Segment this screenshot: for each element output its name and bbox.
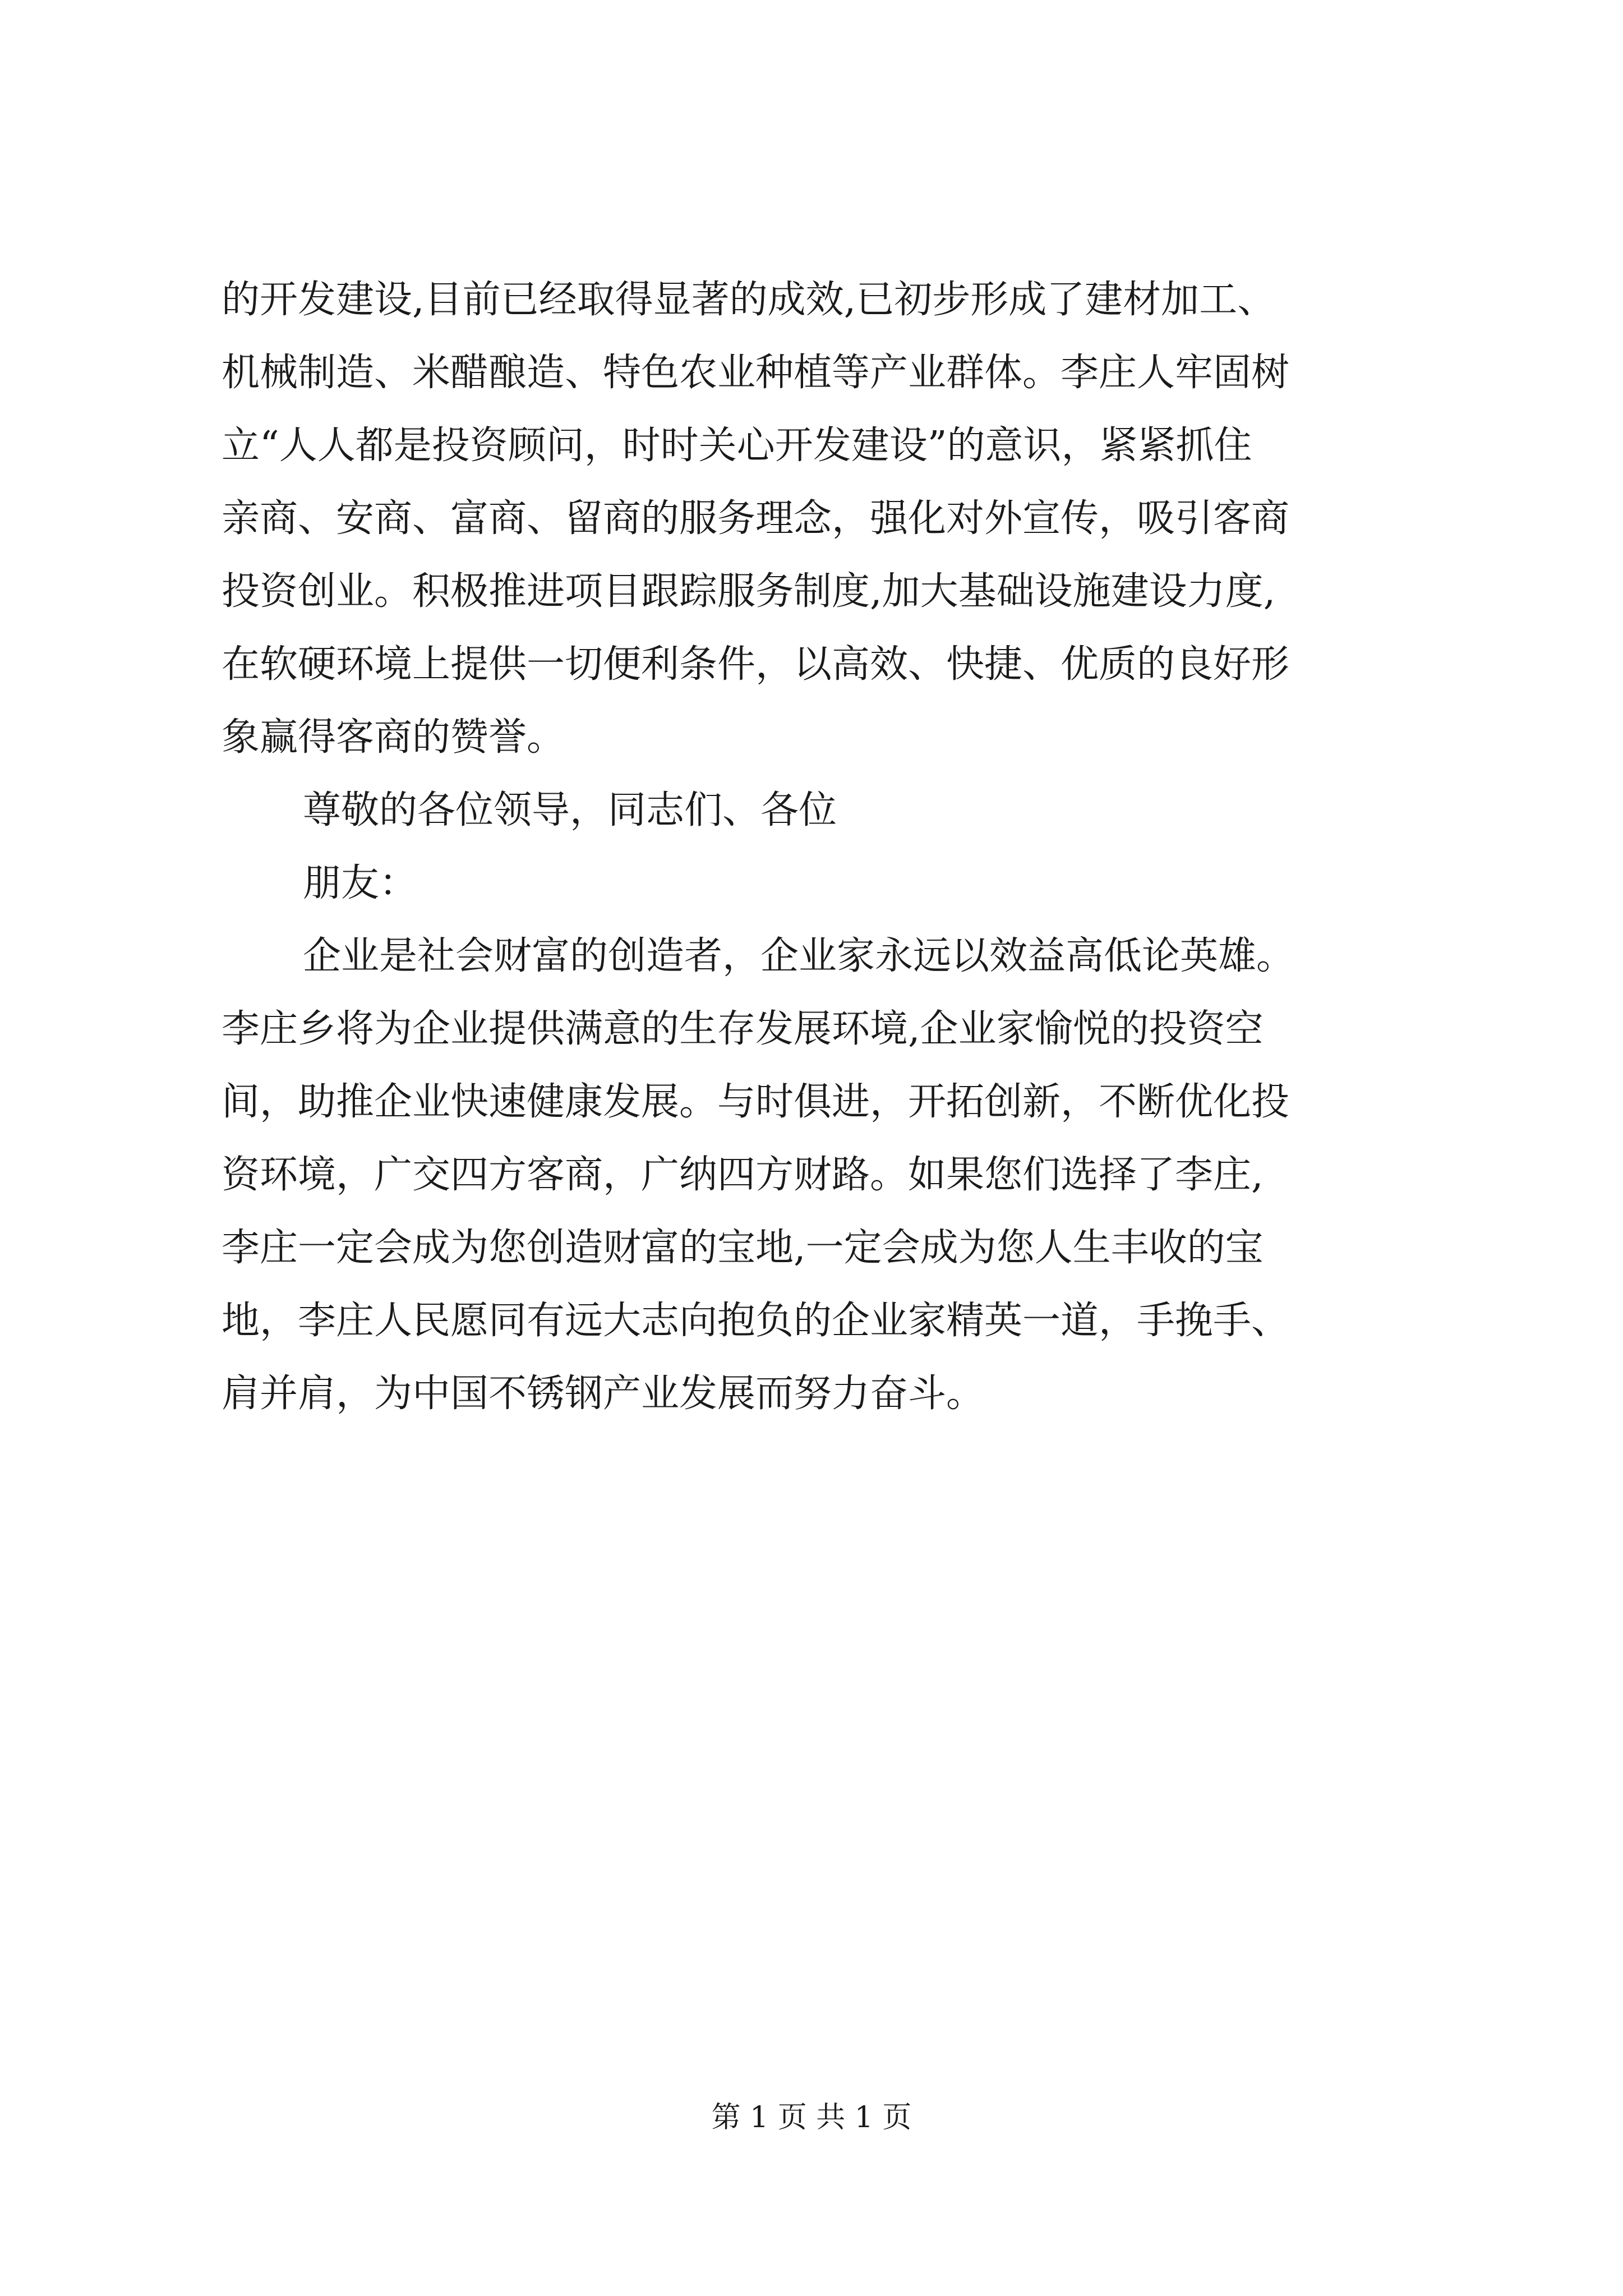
page-number-label: 第 1 页 共 1 页 <box>711 2101 912 2134</box>
paragraph-1-line: 亲商、安商、富商、留商的服务理念，强化对外宣传，吸引客商 <box>222 496 1290 541</box>
paragraph-1 <box>222 264 1433 774</box>
paragraph-2-line: 李庄乡将为企业提供满意的生存发展环境,企业家愉悦的投资空 <box>222 1007 1264 1051</box>
salutation-line: 尊敬的各位领导，同志们、各位 <box>303 788 837 832</box>
paragraph-1-line: 机械制造、米醋酿造、特色农业种植等产业群体。李庄人牢固树 <box>222 351 1290 395</box>
salutation-line: 朋友： <box>303 861 418 905</box>
salutation <box>222 774 1433 920</box>
paragraph-1-line: 在软硬环境上提供一切便利条件，以高效、快捷、优质的良好形 <box>222 642 1290 687</box>
document-body <box>222 264 1433 1430</box>
paragraph-2-line: 资环境，广交四方客商，广纳四方财路。如果您们选择了李庄, <box>222 1153 1264 1197</box>
paragraph-1-line: 立“人人都是投资顾问，时时关心开发建设”的意识，紧紧抓住 <box>222 424 1252 468</box>
paragraph-2-line: 地，李庄人民愿同有远大志向抱负的企业家精英一道，手挽手、 <box>222 1299 1290 1343</box>
paragraph-2 <box>222 920 1433 1430</box>
paragraph-1-line: 投资创业。积极推进项目跟踪服务制度,加大基础设施建设力度, <box>222 569 1276 614</box>
paragraph-2-line: 企业是社会财富的创造者，企业家永远以效益高低论英雄。 <box>303 934 1295 978</box>
paragraph-2-line: 间，助推企业快速健康发展。与时俱进，开拓创新，不断优化投 <box>222 1080 1290 1124</box>
paragraph-1-line: 的开发建设,目前已经取得显著的成效,已初步形成了建材加工、 <box>222 278 1276 322</box>
paragraph-1-line: 象赢得客商的赞誉。 <box>222 715 565 760</box>
paragraph-2-line: 李庄一定会成为您创造财富的宝地,一定会成为您人生丰收的宝 <box>222 1226 1264 1270</box>
page-footer <box>0 2098 1623 2137</box>
paragraph-2-line: 肩并肩，为中国不锈钢产业发展而努力奋斗。 <box>222 1372 985 1416</box>
